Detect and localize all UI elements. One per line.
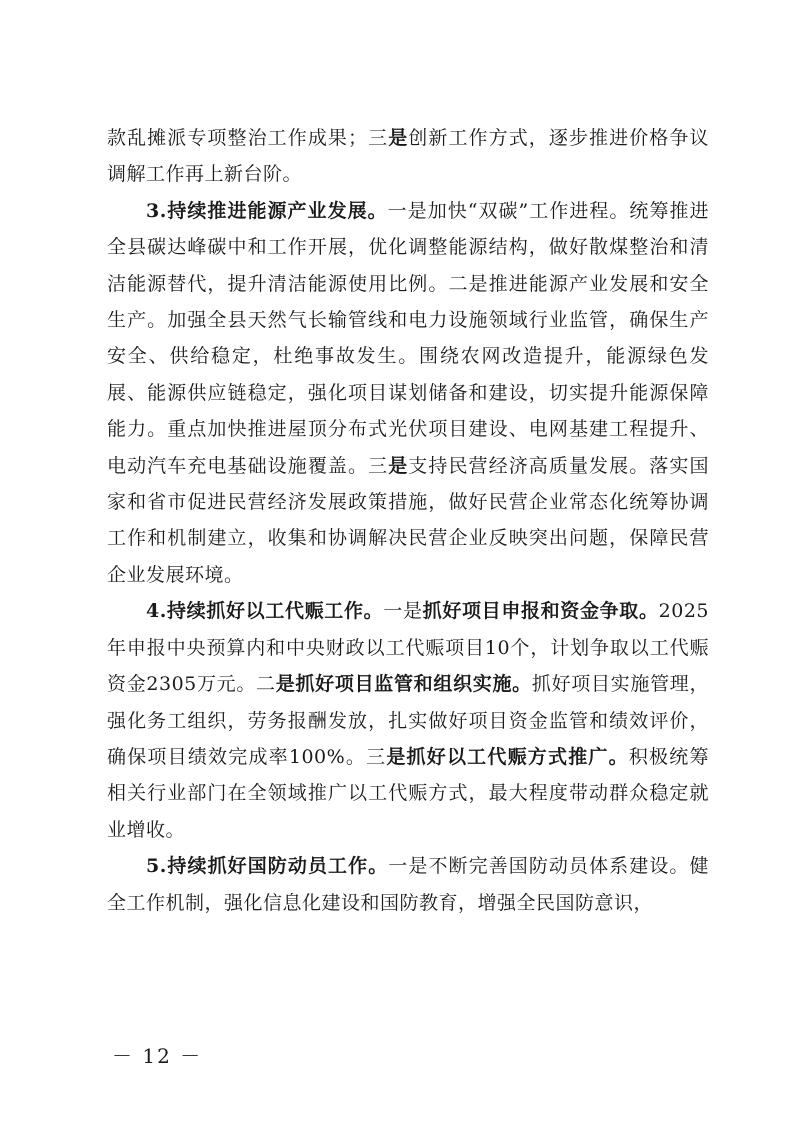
- emphasis-text: 是抓好以工代赈方式推广。: [386, 745, 629, 768]
- paragraph-text: 一是加快“双碳”工作进程。统筹推进全县碳达峰碳中和工作开展，优化调整能源结构，做好散煤整治和清洁能源替代，提升清洁能源使用比例。二是推进能源产业发展和安全生产。加强全县天然气长输管线和电力设施领域行业监管，确保生产安全、供给稳定，杜绝事故发生。围绕农网改造提升，能源绿色发展、能源供应链稳定，强化项目谋划储备和建设，切实提升能源保障能力。重点加快推进屋顶分布式光伏项目建设、电网基建工程提升、电动汽车充电基础设施覆盖。三: [107, 199, 709, 477]
- section-heading-energy: 3.持续推进能源产业发展。: [146, 199, 388, 222]
- section-heading-work-relief: 4.持续抓好以工代赈工作。: [146, 600, 384, 623]
- paragraph-text: 创新工作方式，逐步推进价格争议调解工作再上新台阶。: [107, 127, 709, 186]
- paragraph-energy: [107, 193, 709, 593]
- paragraph-text: 支持民营经济高质量发展。落实国家和省市促进民营经济发展政策措施，做好民营企业常态化统筹协调工作和机制建立，收集和协调解决民营企业反映突出问题，保障民营企业发展环境。: [107, 454, 709, 586]
- emphasis-text: 是: [388, 454, 409, 477]
- emphasis-text: 抓好项目申报和资金争取。: [422, 600, 659, 623]
- paragraph-continuation: [107, 120, 709, 193]
- document-body: [107, 120, 709, 921]
- emphasis-text: 是抓好项目监管和组织实施。: [275, 673, 532, 696]
- paragraph-text: 积极统筹相关行业部门在全领域推广以工代赈方式，最大程度带动群众稳定就业增收。: [107, 745, 709, 841]
- paragraph-text: 抓好项目实施管理，强化务工组织，劳务报酬发放，扎实做好项目资金监管和绩效评价，确保项目绩效完成率100%。三: [107, 673, 709, 768]
- paragraph-text: 一是: [383, 600, 423, 623]
- paragraph-text: 款乱摊派专项整治工作成果；三: [107, 127, 389, 149]
- paragraph-work-relief: [107, 593, 709, 848]
- emphasis-text: 是: [388, 127, 409, 149]
- page-number: － 12 －: [112, 1044, 203, 1068]
- section-heading-national-defense: 5.持续抓好国防动员工作。: [146, 855, 389, 878]
- paragraph-text: 一是不断完善国防动员体系建设。健全工作机制，强化信息化建设和国防教育，增强全民国防意识，: [107, 855, 709, 914]
- paragraph-national-defense: [107, 848, 709, 921]
- paragraph-text: 2025年申报中央预算内和中央财政以工代赈项目10个，计划争取以工代赈资金2305万元。二: [107, 600, 709, 696]
